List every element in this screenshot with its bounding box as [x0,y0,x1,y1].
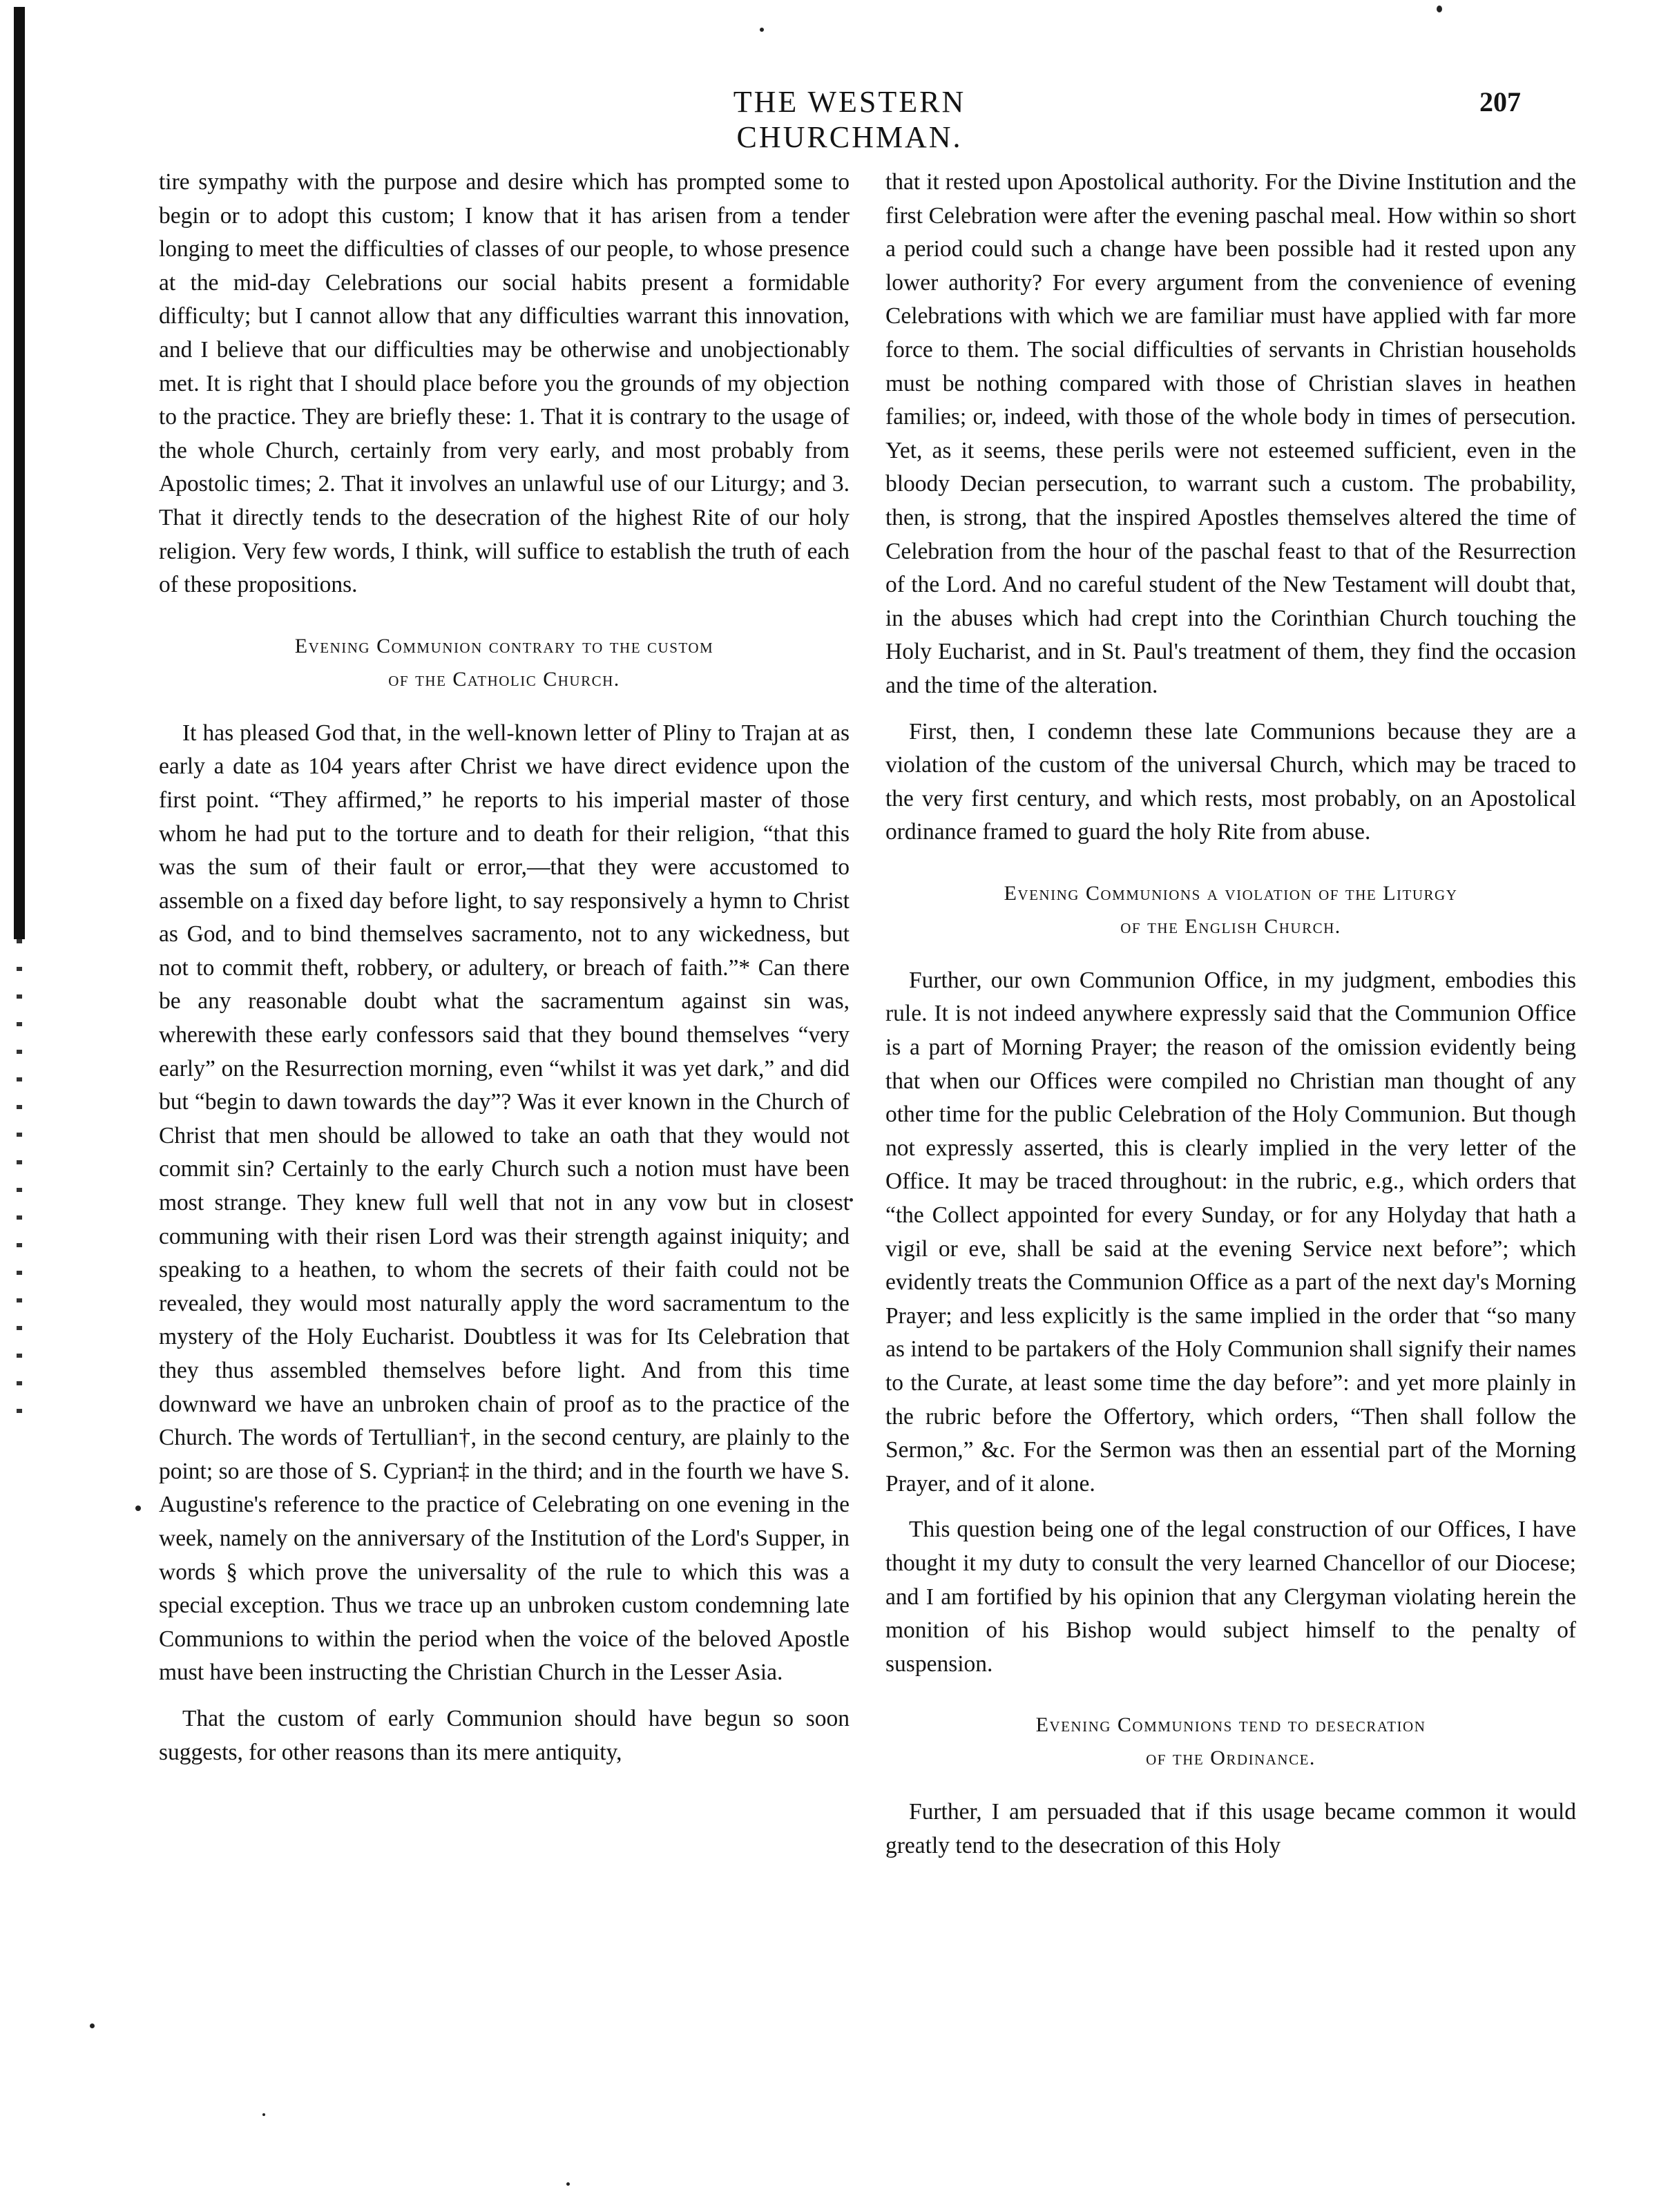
paragraph: This question being one of the legal construction of our Offices, I have thought it my duty to consult the very learned Chancellor of our Diocese; and I am fortified by his opinion that any Clergyman violating herein the monition of his Bishop would subject himself to the penalty of suspension. [885,1517,1576,1677]
heading-line: Evening Communions tend to desecration [1035,1713,1426,1737]
right-column [885,166,1576,1876]
scan-speck [1437,6,1442,12]
paragraph: Further, I am persuaded that if this usage became common it would greatly tend to the desecration of this Holy [885,1799,1576,1858]
heading-line: Evening Communion contrary to the custom [294,634,714,657]
page-number: 207 [1479,86,1521,117]
scan-speck [90,2023,95,2028]
page-binding-marks [17,939,22,1423]
heading-line: Evening Communions a violation of the Liturgy [1004,881,1458,905]
section-heading-2 [885,877,1576,943]
paragraph: Further, our own Communion Office, in my judgment, embodies this rule. It is not indeed anywhere expressly said that the Communion Office is a part of Morning Prayer; the reason of the omission evidently being that when our Offices were compiled no Christian man thought of any other time for the public Celebration of the Holy Communion. But though not expressly asserted, this is clearly implied in the very letter of the Office. It may be traced throughout: in the rubric, e.g., which orders that “the Collect appointed for every Sunday, or for any Holyday that hath a vigil or eve, shall be said at the evening Service next before”; which evidently treats the Communion Office as a part of the next day's Morning Prayer; and less explicitly is the same implied in the order that “so many as intend to be partakers of the Holy Communion shall signify their names to the Curate, at least some time the day before”: and yet more plainly in the rubric before the Offertory, which orders, “Then shall follow the Sermon,” &c. For the Sermon was then an essential part of the Morning Prayer, and of it alone. [885,967,1576,1497]
heading-line: of the Catholic Church. [388,667,620,691]
paragraph: First, then, I condemn these late Communions because they are a violation of the custom of the universal Church, which may be traced to the very first century, and which rests, most probably, on an Apostolical ordinance framed to guard the holy Rite from abuse. [885,718,1576,845]
page-header [138,84,1521,154]
heading-line: of the Ordinance. [1146,1747,1316,1770]
section-heading-1 [159,630,850,696]
scan-speck [566,2182,570,2186]
section-heading-3 [885,1709,1576,1775]
running-title: THE WESTERN CHURCHMAN. [733,85,966,154]
paragraph: That the custom of early Communion should have begun so soon suggests, for other reasons than its mere antiquity, [159,1705,850,1765]
page-binding-edge [14,7,25,939]
scan-speck [135,1506,141,1511]
paragraph: It has pleased God that, in the well-known letter of Pliny to Trajan at as early a date as 104 years after Christ we have direct evidence upon the first point. “They affirmed,” he reports to his imperial master of those whom he had put to the torture and to death for their religion, “that this was the sum of their fault or error,—that they were accustomed to assemble on a fixed day before light, to say responsively a hymn to Christ as God, and to bind themselves sacramento, not to any wickedness, but not to commit theft, robbery, or adultery, or breach of faith.”* Can there be any reasonable doubt what the sacramentum against sin was, wherewith these early confessors said that they bound themselves “very early” on the Resurrection morning, even “whilst it was yet dark,” and did but “begin to dawn towards the day”? Was it ever known in the Church of Christ that men should be allowed to take an oath that they would not commit sin? Certainly to the early Church such a notion must have been most strange. They knew full well that not in any vow but in closest communing with their risen Lord was their strength against iniquity; and speaking to a heathen, to whom the secrets of their faith could not be revealed, they would most naturally apply the word sacramentum to the mystery of the Holy Eucharist. Doubtless it was for Its Celebration that they thus assembled themselves before light. And from this time downward we have an unbroken chain of proof as to the practice of the Church. The words of Tertullian†, in the second century, are plainly to the point; so are those of S. Cyprian‡ in the third; and in the fourth we have S. Augustine's reference to the practice of Celebrating on one evening in the week, namely on the anniversary of the Institution of the Lord's Supper, in words § which prove the universality of the rule to which this was a special exception. Thus we trace up an unbroken custom condemning late Communions to within the period when the voice of the beloved Apostle must have been instructing the Christian Church in the Lesser Asia. [159,720,850,1686]
scan-speck [760,28,764,32]
scan-speck [850,1198,853,1202]
scan-speck [262,2113,265,2116]
paragraph: tire sympathy with the purpose and desire which has prompted some to begin or to adopt this custom; I know that it has arisen from a tender longing to meet the difficulties of classes of our people, to whose presence at the mid-day Celebrations our social habits present a formidable difficulty; but I cannot allow that any difficulties warrant this innovation, and I believe that our difficulties may be otherwise and unobjectionably met. It is right that I should place before you the grounds of my objection to the practice. They are briefly these: 1. That it is contrary to the usage of the whole Church, certainly from very early, and most probably from Apostolic times; 2. That it involves an unlawful use of our Liturgy; and 3. That it directly tends to the desecration of the highest Rite of our holy religion. Very few words, I think, will suffice to establish the truth of each of these propositions. [159,169,850,598]
left-column [159,166,850,1782]
heading-line: of the English Church. [1120,914,1341,938]
paragraph: that it rested upon Apostolical authority. For the Divine Institution and the first Celebration were after the evening paschal meal. How within so short a period could such a change have been possible had it rested upon any lower authority? For every argument from the convenience of evening Celebrations with which we are familiar must have applied with far more force to them. The social difficulties of servants in Christian households must be nothing compared with those of Christian slaves in heathen families; or, indeed, with those of the whole body in times of persecution. Yet, as it seems, these perils were not esteemed sufficient, even in the bloody Decian persecution, to warrant such a custom. The probability, then, is strong, that the inspired Apostles themselves altered the time of Celebration from the hour of the paschal feast to that of the Resurrection of the Lord. And no careful student of the New Testament will doubt that, in the abuses which had crept into the Corinthian Church touching the Holy Eucharist, and in St. Paul's treatment of them, they find the occasion and the time of the alteration. [885,169,1576,698]
